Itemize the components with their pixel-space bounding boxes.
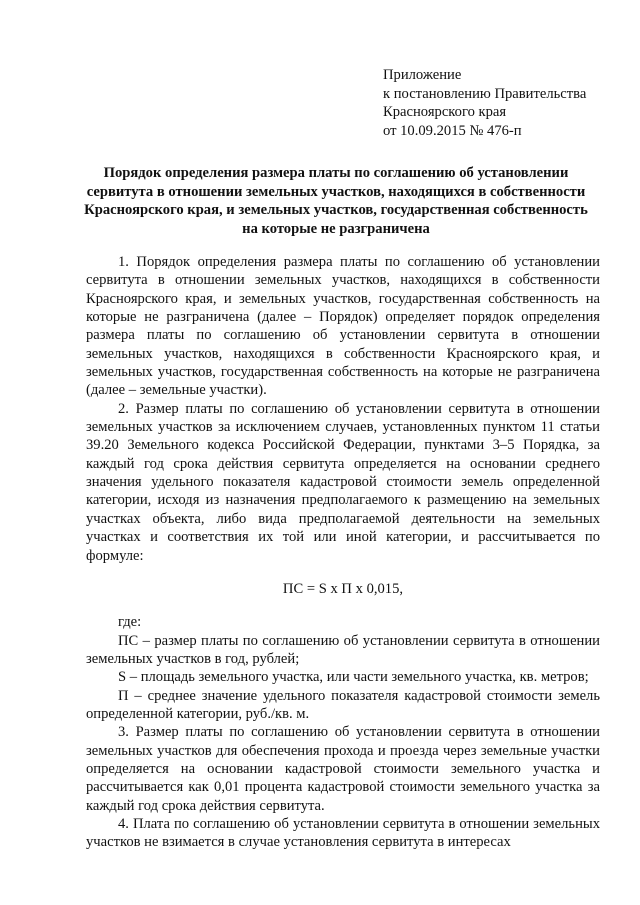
document-body bbox=[86, 253, 600, 852]
paragraph-2: 2. Размер платы по соглашению об установлении сервитута в отношении земельных участков за исключением случаев, установленных пунктом 11 статьи 39.20 Земельного кодекса Российской Федерации, пунктами 3–5 Порядка, за каждый год срока действия сервитута определяется на основании среднего значения удельного показателя кадастровой стоимости земель определенной категории, исходя из назначения предполагаемого к размещению на земельных участках объекта, либо вида предполагаемой деятельности на земельных участках и соответствия их той или иной категории, и рассчитывается по формуле: bbox=[86, 400, 600, 564]
paragraph-1: 1. Порядок определения размера платы по соглашению об установлении сервитута в отношении земельных участков, находящихся в собственности Красноярского края, и земельных участков, государственная собственность на которые не разграничена (далее – Порядок) определяет порядок определения размера платы по соглашению об установлении сервитута в отношении земельных участков, находящихся в собственности Красноярского края, и земельных участков, государственная собственность на которые не разграничена (далее – земельные участки). bbox=[86, 254, 600, 399]
appendix-line-2: к постановлению Правительства bbox=[383, 85, 587, 102]
definition-ps: ПС – размер платы по соглашению об установлении сервитута в отношении земельных участков в год, рублей; bbox=[86, 632, 600, 667]
appendix-block bbox=[383, 66, 586, 140]
document-title: Порядок определения размера платы по соглашению об установлении сервитута в отношении земельных участков, находящихся в собственности Красноярского края, и земельных участков, государственная собственность на которые не разграничена bbox=[84, 165, 588, 237]
definition-p: П – среднее значение удельного показателя кадастровой стоимости земель определенной категории, руб./кв. м. bbox=[86, 687, 600, 722]
paragraph-4: 4. Плата по соглашению об установлении сервитута в отношении земельных участков не взимается в случае установления сервитута в интересах bbox=[86, 815, 600, 851]
definition-s: S – площадь земельного участка, или части земельного участка, кв. метров; bbox=[118, 669, 589, 686]
formula: ПС = S х П х 0,015, bbox=[282, 580, 404, 597]
appendix-line-1: Приложение bbox=[383, 67, 462, 83]
appendix-line-3: Красноярского края bbox=[383, 104, 507, 121]
appendix-line-4: от 10.09.2015 № 476-п bbox=[383, 122, 522, 139]
formula-where: где: bbox=[118, 614, 142, 631]
paragraph-3: 3. Размер платы по соглашению об установлении сервитута в отношении земельных участков для обеспечения прохода и проезда через земельные участки определяется на основании кадастровой стоимости земельного участка и рассчитывается как 0,01 процента кадастровой стоимости земельного участка за каждый год срока действия сервитута. bbox=[86, 724, 600, 814]
